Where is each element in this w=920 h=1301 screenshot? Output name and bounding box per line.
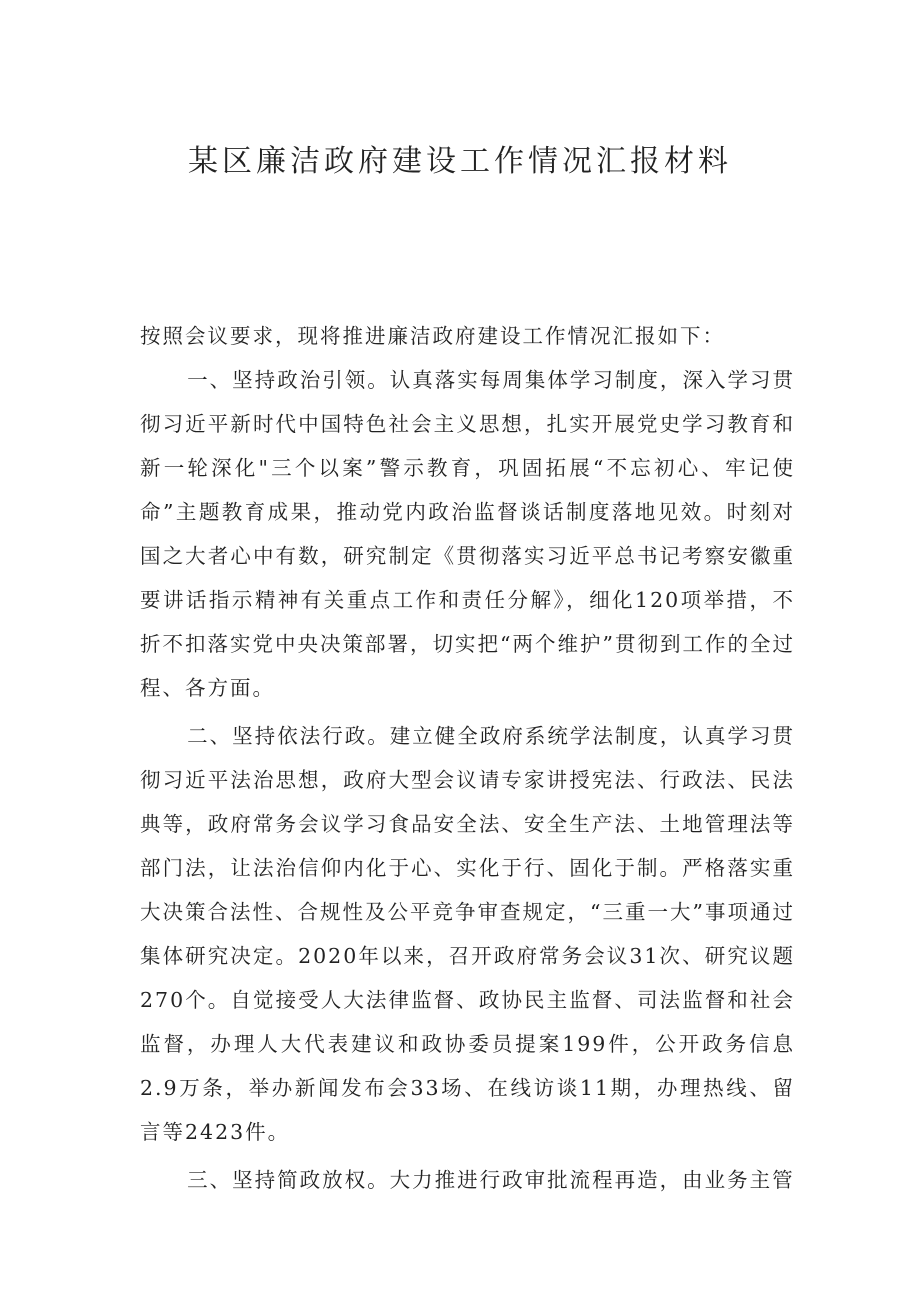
paragraph-law-based-administration: 二、坚持依法行政。建立健全政府系统学法制度，认真学习贯彻习近平法治思想，政府大型会议请专家讲授宪法、行政法、民法典等，政府常务会议学习食品安全法、安全生产法、土地管理法等部门法，让法治信仰内化于心、实化于行、固化于制。严格落实重大决策合法性、合规性及公平竞争审查规定，“三重一大”事项通过集体研究决定。2020年以来，召开政府常务会议31次、研究议题270个。自觉接受人大法律监督、政协民主监督、司法监督和社会监督，办理人大代表建议和政协委员提案199件，公开政务信息2.9万条，举办新闻发布会33场、在线访谈11期，办理热线、留言等2423件。 (140, 724, 795, 1144)
intro-paragraph: 按照会议要求，现将推进廉洁政府建设工作情况汇报如下： (140, 324, 725, 348)
document-title: 某区廉洁政府建设工作情况汇报材料 (188, 144, 732, 179)
document-body (140, 314, 795, 1206)
paragraph-political-leadership: 一、坚持政治引领。认真落实每周集体学习制度，深入学习贯彻习近平新时代中国特色社会主义思想，扎实开展党史学习教育和新一轮深化"三个以案”警示教育，巩固拓展“不忘初心、牢记使命”主题教育成果，推动党内政治监督谈话制度落地见效。时刻对国之大者心中有数，研究制定《贯彻落实习近平总书记考察安徽重要讲话指示精神有关重点工作和责任分解》，细化120项举措，不折不扣落实党中央决策部署，切实把“两个维护”贯彻到工作的全过程、各方面。 (140, 368, 795, 700)
paragraph-streamline-administration: 三、坚持简政放权。大力推进行政审批流程再造，由业务主管 (187, 1168, 795, 1192)
